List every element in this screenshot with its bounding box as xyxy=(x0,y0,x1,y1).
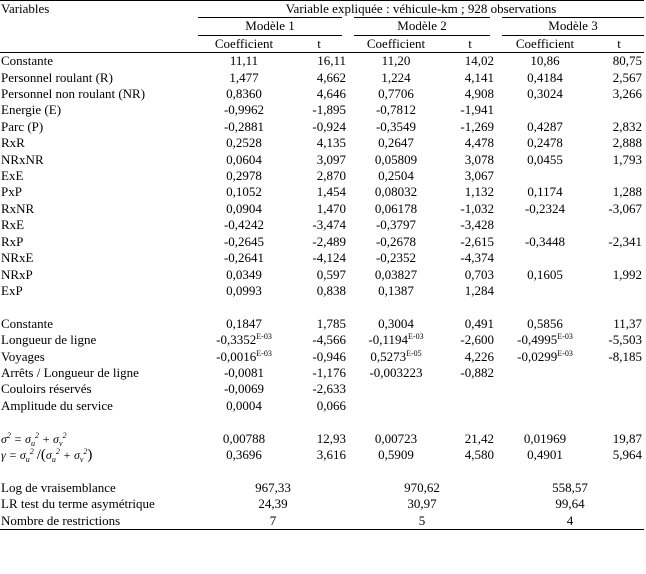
cell: 24,39 xyxy=(258,496,288,512)
coef-header: Coefficient xyxy=(348,35,444,52)
cell: -0,924 xyxy=(312,118,346,134)
row-label: RxE xyxy=(1,217,25,233)
cell: -8,185 xyxy=(608,348,642,364)
cell: -0,0069 xyxy=(223,381,265,397)
cell: 12,93 xyxy=(316,430,346,446)
cell: 4,646 xyxy=(316,86,346,102)
cell: 0,597 xyxy=(316,266,346,282)
cell: 0,4287 xyxy=(527,118,563,134)
cell: 2,870 xyxy=(316,168,346,184)
cell: 0,7706 xyxy=(378,86,414,102)
cell: 1,284 xyxy=(464,282,494,298)
model-1-header: Modèle 1 xyxy=(198,18,348,35)
cell: 14,02 xyxy=(464,53,494,69)
cell: 0,01969 xyxy=(523,430,567,446)
cell: 0,00723 xyxy=(374,430,418,446)
cell: 0,0004 xyxy=(226,397,262,413)
row-label: NRxNR xyxy=(1,151,44,167)
cell: 0,1174 xyxy=(527,184,563,200)
table-row xyxy=(0,86,644,102)
cell: -1,176 xyxy=(312,364,346,380)
table-row xyxy=(0,496,644,512)
cell: 0,4184 xyxy=(527,69,563,85)
row-label: NRxP xyxy=(1,266,33,282)
row-label: Constante xyxy=(1,53,53,69)
cell: -2,341 xyxy=(608,233,642,249)
cell: -1,032 xyxy=(460,200,494,216)
cell: -3,428 xyxy=(460,217,494,233)
sigma-formula: $\sigma^2 = \sigma_u^2 + \sigma_v^2$ xyxy=(1,430,67,448)
cell: 0,2504 xyxy=(378,168,414,184)
coef-header: Coefficient xyxy=(198,35,290,52)
cell: -0,2881 xyxy=(223,118,265,134)
cell: -4,374 xyxy=(460,250,494,266)
cell: 11,20 xyxy=(381,53,411,69)
cell: -0,2645 xyxy=(223,233,265,249)
cell: 1,785 xyxy=(316,315,346,331)
row-label: Arrêts / Longueur de ligne xyxy=(1,364,139,380)
cell: 0,0904 xyxy=(226,200,262,216)
row-label: NRxE xyxy=(1,250,34,266)
cell xyxy=(594,102,644,118)
cell: 11,37 xyxy=(613,315,642,331)
table-row xyxy=(0,381,644,397)
cell xyxy=(444,398,496,414)
cell: -1,895 xyxy=(312,102,346,118)
cell: -0,2352 xyxy=(375,250,417,266)
cell: 80,75 xyxy=(612,53,642,69)
cell: -0,0081 xyxy=(223,364,265,380)
row-label: Couloirs réservés xyxy=(1,381,92,397)
cell xyxy=(496,283,594,299)
cell: -0,3549 xyxy=(375,118,417,134)
cell: 1,132 xyxy=(464,184,494,200)
cell: 4,135 xyxy=(316,135,346,151)
diagnostics-block xyxy=(0,463,644,529)
cell xyxy=(594,168,644,184)
cell: 0,2647 xyxy=(378,135,414,151)
cell: 10,86 xyxy=(530,53,560,69)
cell: $-0,1194^{E-03}$ xyxy=(368,332,424,348)
cell: 30,97 xyxy=(407,496,437,512)
cell xyxy=(594,398,644,414)
cell: 0,3024 xyxy=(527,86,563,102)
model-2-header: Modèle 2 xyxy=(348,18,496,35)
table-row xyxy=(0,184,644,200)
row-label: RxP xyxy=(1,233,24,249)
cell: 4,478 xyxy=(464,135,494,151)
coef-header: Coefficient xyxy=(496,35,594,52)
table-row xyxy=(0,102,644,118)
cell xyxy=(348,381,444,397)
row-label: RxNR xyxy=(1,200,35,216)
cell: 0,3696 xyxy=(226,446,262,462)
cell: 967,33 xyxy=(255,479,291,495)
cell: -0,2641 xyxy=(223,250,265,266)
cell: -0,2678 xyxy=(375,233,417,249)
cell: 558,57 xyxy=(552,479,588,495)
model-3-header: Modèle 3 xyxy=(496,18,644,35)
cell: 1,470 xyxy=(316,200,346,216)
cell: 2,832 xyxy=(612,118,642,134)
variance-block xyxy=(0,414,644,463)
table-row xyxy=(0,365,644,381)
cell xyxy=(594,381,644,397)
gamma-formula: $\gamma = \sigma_u^2$ $/(\sigma_u^2 + \sigma_v^2)$ xyxy=(1,446,93,464)
cell: 4 xyxy=(496,513,644,530)
cell: -0,9962 xyxy=(223,102,265,118)
cell: 3,078 xyxy=(464,151,494,167)
row-label: Voyages xyxy=(1,348,45,364)
cell: -0,2324 xyxy=(524,200,566,216)
cell: 0,00788 xyxy=(222,430,266,446)
cell xyxy=(594,217,644,233)
row-label: Energie (E) xyxy=(1,102,62,118)
cell: -5,503 xyxy=(608,332,642,348)
cell: 11,11 xyxy=(229,53,259,69)
cell: 4,580 xyxy=(464,446,494,462)
cell: -0,4242 xyxy=(223,217,265,233)
cell: 4,908 xyxy=(464,86,494,102)
cell: 0,838 xyxy=(316,282,346,298)
cell: 3,616 xyxy=(316,446,346,462)
cell: 0,0604 xyxy=(226,151,262,167)
cell: 0,2978 xyxy=(226,168,262,184)
cell: -0,003223 xyxy=(369,364,423,380)
row-label: PxP xyxy=(1,184,22,200)
cell xyxy=(594,365,644,381)
row-label: Constante xyxy=(1,315,53,331)
cell xyxy=(496,102,594,118)
cell: -2,489 xyxy=(312,233,346,249)
cell: 1,793 xyxy=(612,151,642,167)
cell: -3,474 xyxy=(312,217,346,233)
cell: 0,1387 xyxy=(378,282,414,298)
table-row xyxy=(0,513,644,530)
header-variables: Variables xyxy=(0,1,198,18)
cell: 21,42 xyxy=(464,430,494,446)
cell: 3,067 xyxy=(464,168,494,184)
cell xyxy=(496,398,594,414)
cell: 0,5856 xyxy=(527,315,563,331)
cell: -1,269 xyxy=(460,118,494,134)
cell: 0,0349 xyxy=(226,266,262,282)
table-row xyxy=(0,267,644,283)
cell: 1,992 xyxy=(612,266,642,282)
cell: $-0,4995^{E-03}$ xyxy=(517,332,573,348)
inefficiency-block xyxy=(0,299,644,414)
row-label: Personnel non roulant (NR) xyxy=(1,86,146,102)
cell: 3,266 xyxy=(612,86,642,102)
cell: 1,224 xyxy=(381,69,411,85)
cell: $0,5273^{E-05}$ xyxy=(370,348,422,364)
cell: $-0,0299^{E-03}$ xyxy=(517,348,573,364)
row-label: Log de vraisemblance xyxy=(1,479,116,495)
table-row xyxy=(0,152,644,168)
table-row xyxy=(0,168,644,184)
cell xyxy=(348,398,444,414)
cell: 0,491 xyxy=(464,315,494,331)
cell: 99,64 xyxy=(555,496,585,512)
cell: 5,964 xyxy=(612,446,642,462)
row-label: Longueur de ligne xyxy=(1,332,97,348)
cell: 0,2478 xyxy=(527,135,563,151)
table-row xyxy=(0,70,644,86)
cell xyxy=(594,250,644,266)
cell xyxy=(496,365,594,381)
cell: 0,1605 xyxy=(527,266,563,282)
table-row xyxy=(0,398,644,414)
cell xyxy=(444,381,496,397)
table-row xyxy=(0,201,644,217)
cell xyxy=(496,250,594,266)
table-row xyxy=(0,332,644,348)
cell: 4,662 xyxy=(316,69,346,85)
cell: 0,5909 xyxy=(378,446,414,462)
table-row xyxy=(0,431,644,447)
cell: 2,567 xyxy=(612,69,642,85)
cell xyxy=(594,283,644,299)
cell: $-0,0016^{E-03}$ xyxy=(216,348,272,364)
t-header: t xyxy=(290,35,348,52)
t-header: t xyxy=(444,35,496,52)
cell: -0,3448 xyxy=(524,233,566,249)
cell xyxy=(496,217,594,233)
table-row xyxy=(0,119,644,135)
row-label: Parc (P) xyxy=(1,118,44,134)
cell: 0,2528 xyxy=(226,135,262,151)
cell: 0,03827 xyxy=(374,266,418,282)
cell xyxy=(496,168,594,184)
cell: $-0,3352^{E-03}$ xyxy=(216,332,272,348)
cell: 0,1847 xyxy=(226,315,262,331)
cell: -0,882 xyxy=(460,364,494,380)
cell: 1,454 xyxy=(316,184,346,200)
cell: 16,11 xyxy=(317,53,346,69)
cell: 4,226 xyxy=(464,348,494,364)
table-row xyxy=(0,53,644,70)
cell: -0,946 xyxy=(312,348,346,364)
cell: -3,067 xyxy=(608,200,642,216)
table-row xyxy=(0,283,644,299)
row-label: ExE xyxy=(1,168,24,184)
cell: 3,097 xyxy=(316,151,346,167)
cell: -2,615 xyxy=(460,233,494,249)
cell: -2,633 xyxy=(312,381,346,397)
cell: 1,477 xyxy=(229,69,259,85)
row-label: RxR xyxy=(1,135,25,151)
cell: 2,888 xyxy=(612,135,642,151)
table-row xyxy=(0,234,644,250)
cell: 0,4901 xyxy=(527,446,563,462)
cell: 0,066 xyxy=(316,397,346,413)
cell: -0,3797 xyxy=(375,217,417,233)
cell: 0,0993 xyxy=(226,282,262,298)
cell: 5 xyxy=(348,513,496,530)
cell: -0,7812 xyxy=(375,102,417,118)
row-label: LR test du terme asymétrique xyxy=(1,496,155,512)
cell: 0,3004 xyxy=(378,315,414,331)
cell: 0,8360 xyxy=(226,86,262,102)
row-label: Nombre de restrictions xyxy=(0,513,198,530)
row-label: Amplitude du service xyxy=(1,397,113,413)
cell: -2,600 xyxy=(460,332,494,348)
cell: 0,06178 xyxy=(374,200,418,216)
cell: 0,1052 xyxy=(226,184,262,200)
table-row xyxy=(0,316,644,332)
cell: 0,08032 xyxy=(374,184,418,200)
cell: 0,703 xyxy=(464,266,494,282)
cell: -1,941 xyxy=(460,102,494,118)
cell: -4,124 xyxy=(312,250,346,266)
cell: 970,62 xyxy=(404,479,440,495)
header-dependent-variable: Variable expliquée : véhicule-km ; 928 observations xyxy=(198,1,644,18)
table-row xyxy=(0,217,644,233)
cell xyxy=(496,381,594,397)
table-row xyxy=(0,349,644,365)
table-row xyxy=(0,447,644,463)
cell: 4,141 xyxy=(464,69,494,85)
cell: 1,288 xyxy=(612,184,642,200)
row-label: Personnel roulant (R) xyxy=(1,69,113,85)
cell: 0,0455 xyxy=(527,151,563,167)
cell: 0,05809 xyxy=(374,151,418,167)
cell: 7 xyxy=(198,513,348,530)
row-label: ExP xyxy=(1,282,23,298)
table-row xyxy=(0,135,644,151)
cell: -4,566 xyxy=(312,332,346,348)
cell: 19,87 xyxy=(612,430,642,446)
t-header: t xyxy=(594,35,644,52)
production-function-block xyxy=(0,53,644,300)
table-row xyxy=(0,250,644,266)
table-row xyxy=(0,480,644,496)
